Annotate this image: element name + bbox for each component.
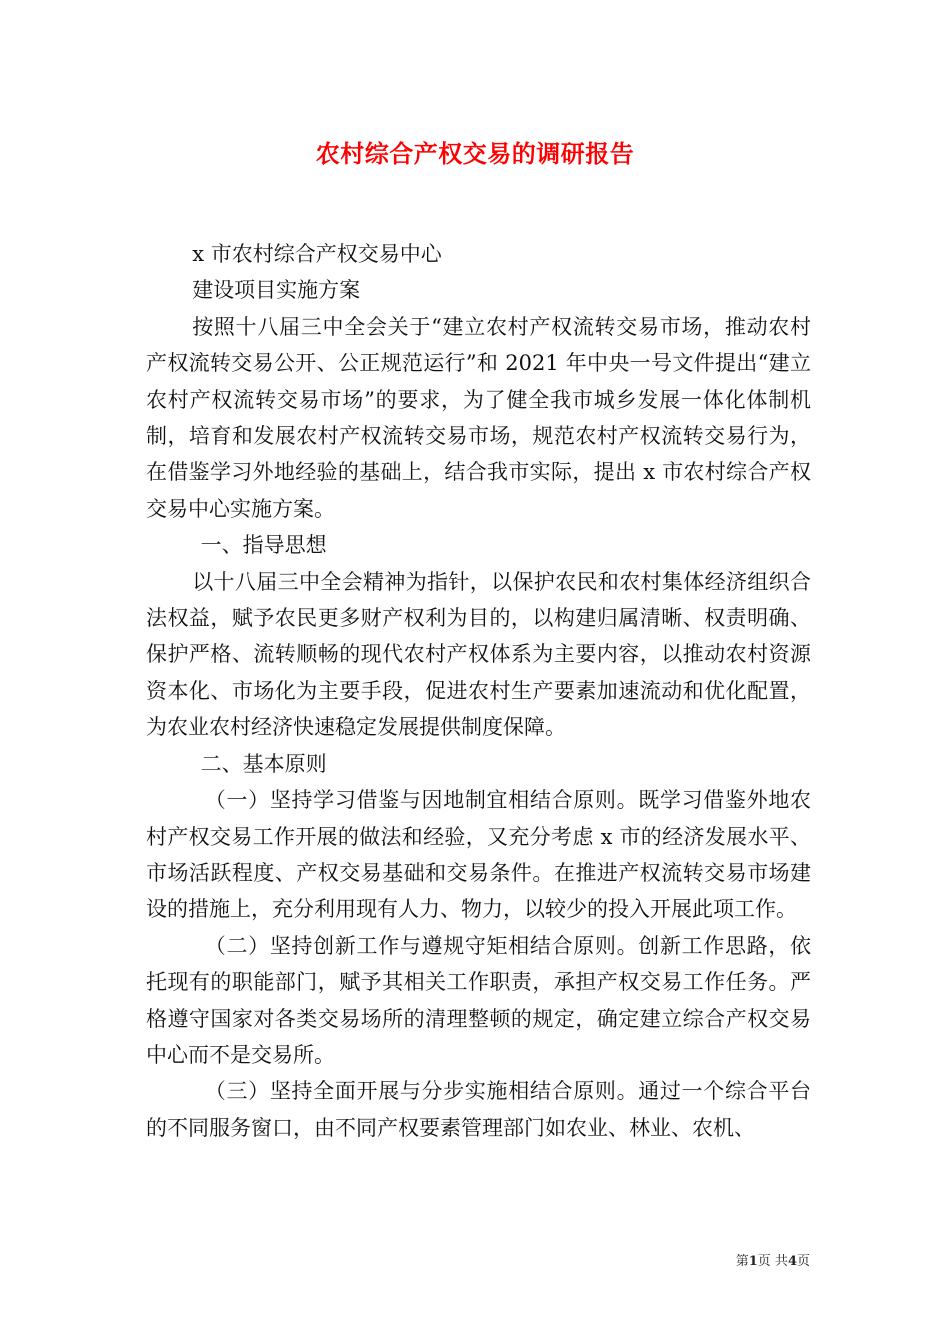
footer-total-pages: 4 bbox=[787, 1254, 797, 1269]
paragraph-principle-1: （一）坚持学习借鉴与因地制宜相结合原则。既学习借鉴外地农村产权交易工作开展的做法和经验，又充分考虑 x 市的经济发展水平、市场活跃程度、产权交易基础和交易条件。在推进产权流转交易市场建设的措施上，充分利用现有人力、物力，以较少的投入开展此项工作。 bbox=[146, 788, 811, 922]
document-title: 农村综合产权交易的调研报告 bbox=[315, 139, 635, 168]
footer-current-page: 1 bbox=[748, 1254, 758, 1269]
footer-prefix: 第 bbox=[735, 1254, 749, 1269]
document-body bbox=[146, 236, 811, 1146]
paragraph-principle-2: （二）坚持创新工作与遵规守矩相结合原则。创新工作思路，依托现有的职能部门，赋予其相关工作职责，承担产权交易工作任务。严格遵守国家对各类交易场所的清理整顿的规定，确定建立综合产权交易中心而不是交易所。 bbox=[146, 933, 811, 1067]
paragraph-center-name: x 市农村综合产权交易中心 bbox=[192, 242, 442, 266]
paragraph-plan-name: 建设项目实施方案 bbox=[192, 278, 361, 303]
section-heading-basic-principles: 二、基本原则 bbox=[200, 751, 327, 776]
footer-suffix: 页 bbox=[796, 1254, 810, 1269]
paragraph-guiding-ideology: 以十八届三中全会精神为指针，以保护农民和农村集体经济组织合法权益，赋予农民更多财产权利为目的，以构建归属清晰、权责明确、保护严格、流转顺畅的现代农村产权体系为主要内容，以推动农村资源资本化、市场化为主要手段，促进农村生产要素加速流动和优化配置，为农业农村经济快速稳定发展提供制度保障。 bbox=[146, 569, 811, 740]
footer-mid: 页 共 bbox=[757, 1254, 788, 1269]
section-heading-guiding-ideology: 一、指导思想 bbox=[200, 533, 327, 558]
page-number-footer bbox=[736, 1250, 810, 1269]
paragraph-principle-3: （三）坚持全面开展与分步实施相结合原则。通过一个综合平台的不同服务窗口，由不同产权要素管理部门如农业、林业、农机、 bbox=[146, 1079, 811, 1140]
paragraph-intro: 按照十八届三中全会关于“建立农村产权流转交易市场，推动农村产权流转交易公开、公正规范运行”和 2021 年中央一号文件提出“建立农村产权流转交易市场”的要求，为了健全我市城乡发展一体化体制机制，培育和发展农村产权流转交易市场，规范农村产权流转交易行为，在借鉴学习外地经验的基础上，结合我市实际，提出 x 市农村综合产权交易中心实施方案。 bbox=[146, 314, 811, 521]
